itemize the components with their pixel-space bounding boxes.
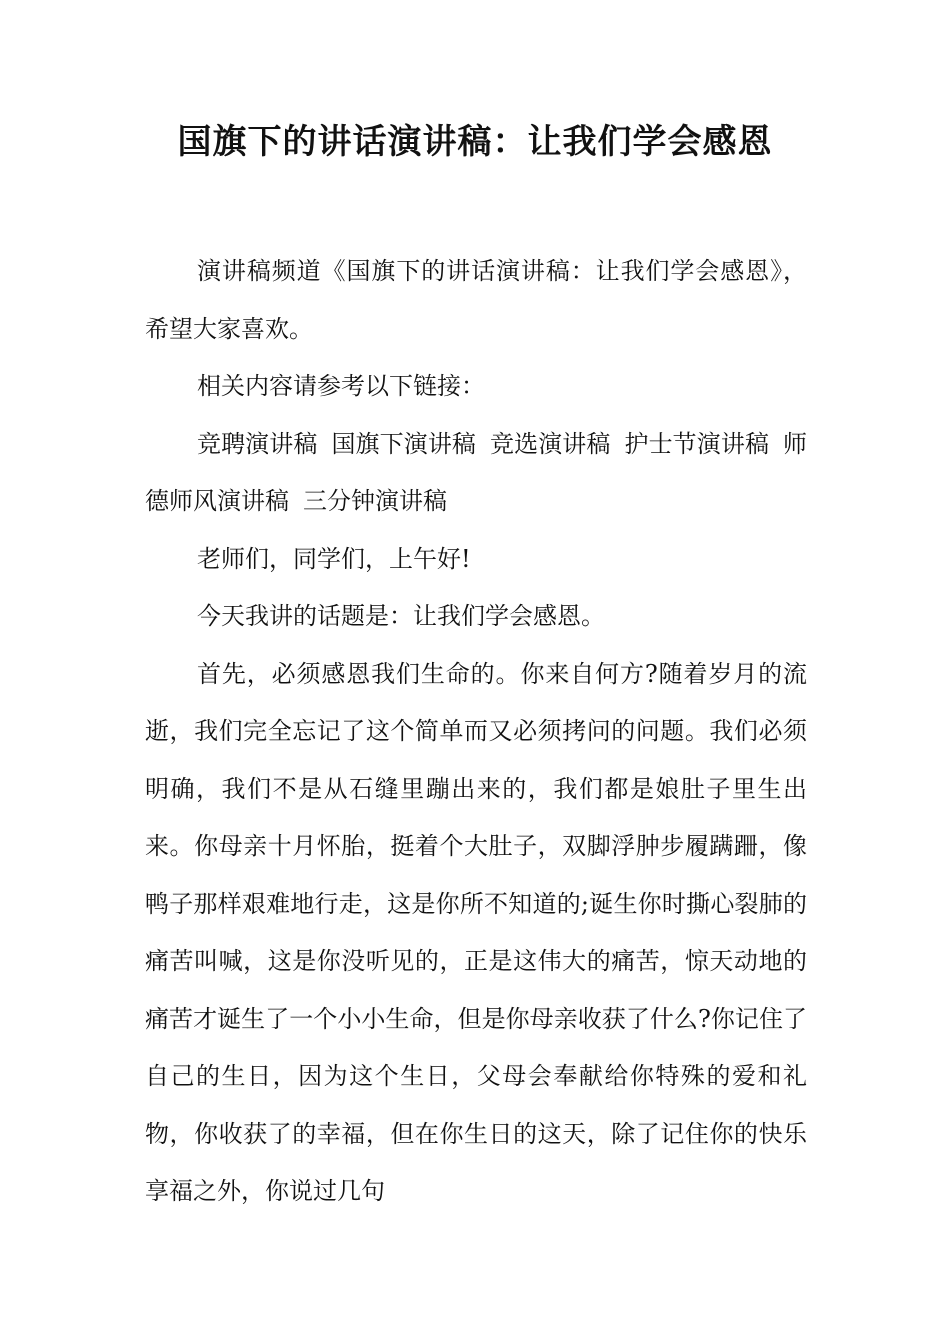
body-paragraph: 首先，必须感恩我们生命的。你来自何方?随着岁月的流逝，我们完全忘记了这个简单而又必须拷问的问题。我们必须明确，我们不是从石缝里蹦出来的，我们都是娘肚子里生出来。你母亲十月怀胎，挺着个大肚子，双脚浮肿步履蹒跚，像鸭子那样艰难地行走，这是你所不知道的;诞生你时撕心裂肺的痛苦叫喊，这是你没听见的，正是这伟大的痛苦，惊天动地的痛苦才诞生了一个小小生命，但是你母亲收获了什么?你记住了自己的生日，因为这个生日，父母会奉献给你特殊的爱和礼物，你收获了的幸福，但在你生日的这天，除了记住你的快乐享福之外，你说过几句 (145, 659, 807, 1205)
related-links-list (145, 416, 807, 531)
document-body (145, 243, 807, 1221)
related-link[interactable]: 师德师风演讲稿 (145, 429, 808, 515)
related-link[interactable]: 竞选演讲稿 (490, 429, 611, 458)
document-title: 国旗下的讲话演讲稿：让我们学会感恩 (177, 122, 773, 162)
intro-paragraph: 演讲稿频道《国旗下的讲话演讲稿：让我们学会感恩》，希望大家喜欢。 (145, 257, 807, 343)
related-prompt: 相关内容请参考以下链接： (197, 372, 485, 400)
related-link[interactable]: 竞聘演讲稿 (197, 429, 318, 458)
topic-paragraph: 今天我讲的话题是：让我们学会感恩。 (197, 602, 605, 630)
related-link[interactable]: 国旗下演讲稿 (331, 429, 477, 458)
related-link[interactable]: 护士节演讲稿 (624, 429, 770, 458)
related-link[interactable]: 三分钟演讲稿 (303, 487, 447, 515)
greeting-paragraph: 老师们，同学们，上午好! (197, 544, 471, 573)
